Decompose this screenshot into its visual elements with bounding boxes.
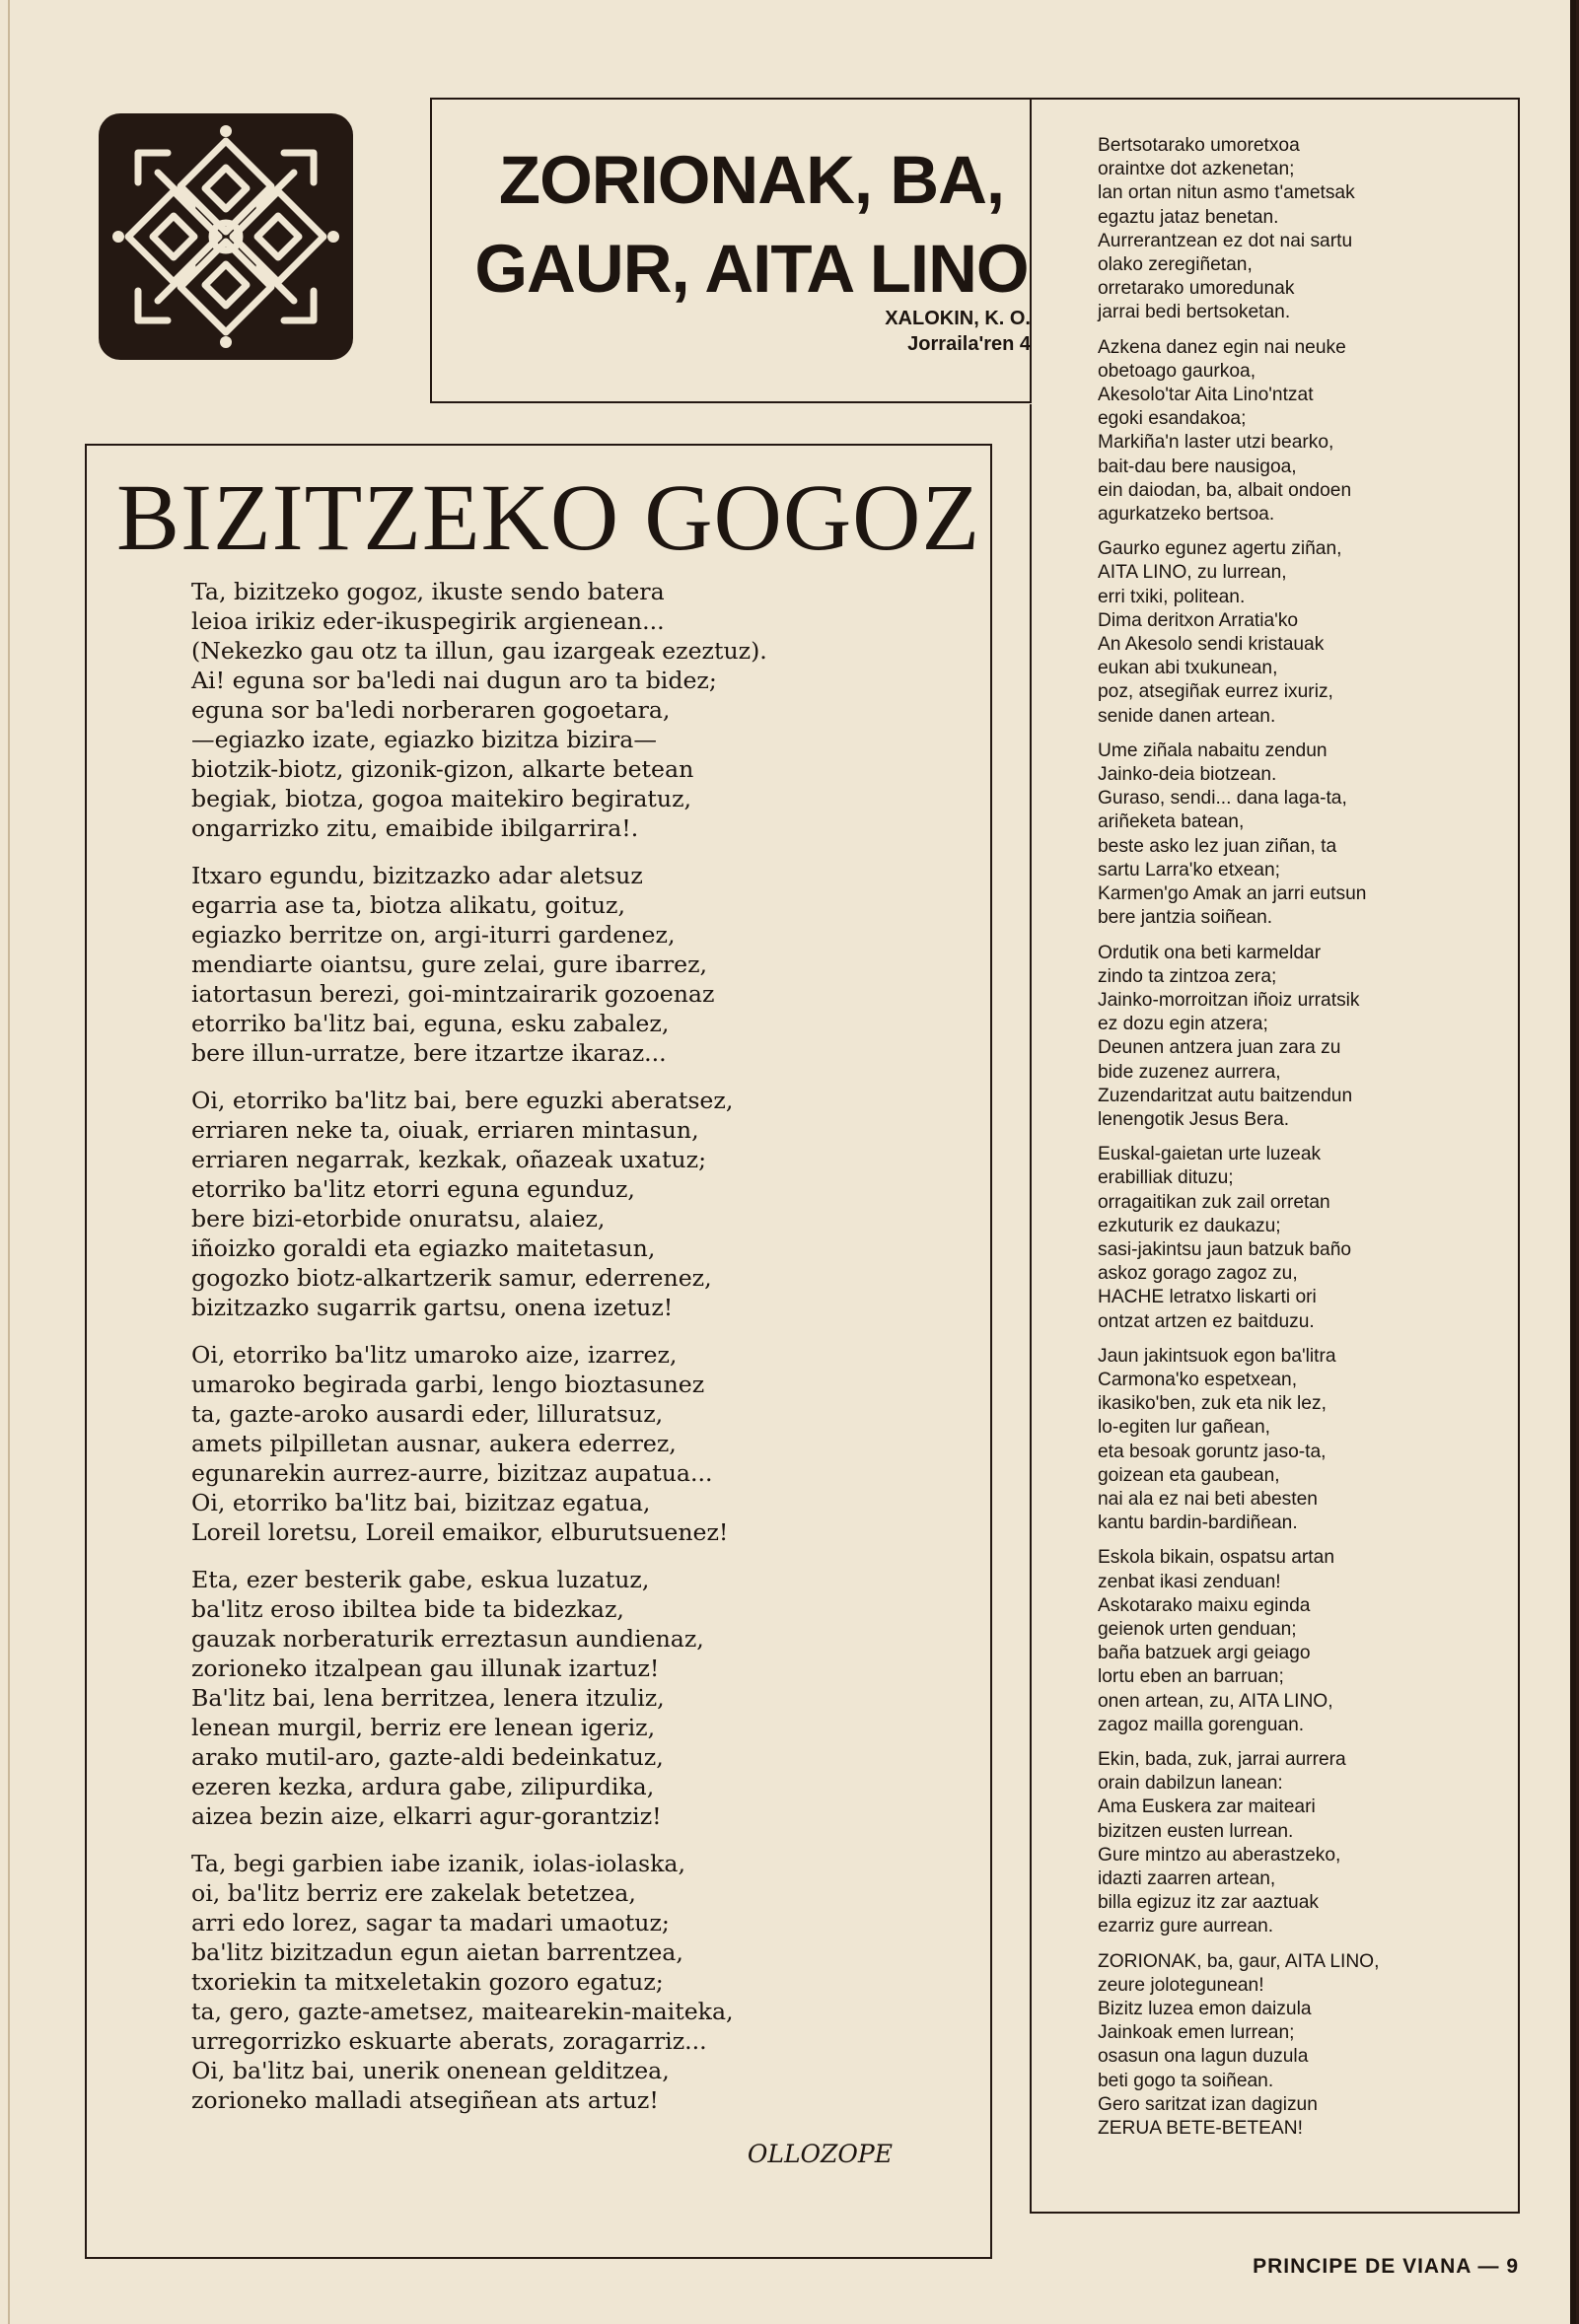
verse-stanza-line: baña batzuek argi geiago bbox=[1098, 1643, 1311, 1664]
poem-title: BIZITZEKO GOGOZ bbox=[116, 464, 981, 570]
poem-stanza-line: Itxaro egundu, bizitzazko adar aletsuz bbox=[191, 862, 643, 889]
verse-stanza-line: ezkuturik ez daukazu; bbox=[1098, 1215, 1281, 1236]
poem-stanza-line: Oi, etorriko ba'litz bai, bere eguzki aberatsez, bbox=[191, 1087, 734, 1114]
title-line-2: GAUR, AITA LINO bbox=[474, 231, 1029, 307]
verse-stanza-line: agurkatzeko bertsoa. bbox=[1098, 504, 1275, 526]
verse-stanza-line: Ume ziñala nabaitu zendun bbox=[1098, 739, 1328, 761]
verse-stanza-line: Ordutik ona beti karmeldar bbox=[1098, 942, 1322, 963]
verse-stanza-line: Gure mintzo au aberastzeko, bbox=[1098, 1844, 1341, 1866]
verse-stanza-line: ez dozu egin atzera; bbox=[1098, 1014, 1268, 1035]
verse-stanza-line: Gaurko egunez agertu ziñan, bbox=[1098, 538, 1342, 560]
verse-stanza-line: ontzat artzen ez baitduzu. bbox=[1098, 1310, 1315, 1332]
verse-stanza-line: bide zuzenez aurrera, bbox=[1098, 1061, 1281, 1083]
verse-stanza-line: Azkena danez egin nai neuke bbox=[1098, 336, 1346, 358]
poem-stanza-line: (Nekezko gau otz ta illun, gau izargeak ezeztuz). bbox=[191, 637, 767, 665]
verse-stanza-line: goizean eta gaubean, bbox=[1098, 1464, 1280, 1486]
poem-stanza-line: Oi, ba'litz bai, unerik onenean gelditzea, bbox=[191, 2057, 670, 2084]
verse-stanza-line: Gero saritzat izan dagizun bbox=[1098, 2093, 1318, 2115]
poem-stanza-line: erriaren negarrak, kezkak, oñazeak uxatuz; bbox=[191, 1146, 707, 1173]
verse-stanza-line: Dima deritxon Arratia'ko bbox=[1098, 609, 1299, 631]
verses-body bbox=[1098, 134, 1502, 2151]
verse-stanza-line: askoz gorago zagoz zu, bbox=[1098, 1263, 1298, 1285]
verse-stanza-line: nai ala ez nai beti abesten bbox=[1098, 1488, 1318, 1510]
poem-stanza-line: Oi, etorriko ba'litz bai, bizitzaz egatua, bbox=[191, 1489, 651, 1516]
verse-stanza-line: ariñeketa batean, bbox=[1098, 811, 1245, 833]
verse-stanza-line: bere jantzia soiñean. bbox=[1098, 907, 1273, 929]
poem-stanza-line: aizea bezin aize, elkarri agur-gorantziz! bbox=[191, 1802, 662, 1830]
verse-stanza bbox=[1098, 1748, 1502, 1939]
verse-stanza-line: ein daiodan, ba, albait ondoen bbox=[1098, 479, 1352, 501]
poem-stanza-line: lenean murgil, berriz ere lenean igeriz, bbox=[191, 1714, 656, 1741]
poem-stanza-line: egunarekin aurrez-aurre, bizitzaz aupatua... bbox=[191, 1459, 713, 1487]
poem-stanza bbox=[191, 861, 970, 1068]
verse-stanza-line: zagoz mailla gorenguan. bbox=[1098, 1714, 1305, 1735]
poem-stanza-line: zorioneko itzalpean gau illunak izartuz! bbox=[191, 1655, 660, 1682]
verse-stanza-line: Euskal-gaietan urte luzeak bbox=[1098, 1144, 1322, 1165]
poem-stanza-line: Eta, ezer besterik gabe, eskua luzatuz, bbox=[191, 1566, 650, 1593]
verse-stanza-line: lan ortan nitun asmo t'ametsak bbox=[1098, 182, 1355, 204]
poem-stanza-line: eguna sor ba'ledi norberaren gogoetara, bbox=[191, 696, 671, 724]
poem-stanza-line: bere bizi-etorbide onuratsu, alaiez, bbox=[191, 1205, 606, 1232]
poem-stanza-line: ongarrizko zitu, emaibide ibilgarrira!. bbox=[191, 814, 639, 842]
page-edge bbox=[8, 0, 10, 2324]
poem-stanza bbox=[191, 1086, 970, 1322]
verse-stanza-line: AITA LINO, zu lurrean, bbox=[1098, 562, 1287, 584]
verses-box-left-rule bbox=[1030, 404, 1032, 2212]
verse-stanza bbox=[1098, 336, 1502, 528]
verse-stanza-line: Karmen'go Amak an jarri eutsun bbox=[1098, 883, 1367, 905]
verse-stanza-line: ikasiko'ben, zuk eta nik lez, bbox=[1098, 1393, 1327, 1415]
poem-stanza-line: erriaren neke ta, oiuak, erriaren mintasun, bbox=[191, 1116, 699, 1144]
verse-stanza-line: geienok urten genduan; bbox=[1098, 1618, 1297, 1640]
poem-stanza-line: umaroko begirada garbi, lengo bioztasunez bbox=[191, 1371, 705, 1398]
title-box-rule bbox=[430, 401, 1030, 403]
poem-stanza-line: leioa irikiz eder-ikuspegirik argienean... bbox=[191, 607, 665, 635]
verse-stanza bbox=[1098, 942, 1502, 1133]
poem-stanza-line: —egiazko izate, egiazko bizitza bizira— bbox=[191, 726, 657, 753]
page-footer: PRINCIPE DE VIANA — 9 bbox=[1253, 2255, 1519, 2278]
verse-stanza-line: ZORIONAK, ba, gaur, AITA LINO, bbox=[1098, 1950, 1380, 1972]
poem-stanza-line: Ta, begi garbien iabe izanik, iolas-iolaska, bbox=[191, 1850, 685, 1877]
verse-stanza-line: bait-dau bere nausigoa, bbox=[1098, 456, 1297, 477]
poem-stanza-line: ba'litz bizitzadun egun aietan barrentzea, bbox=[191, 1938, 683, 1966]
verse-stanza-line: Askotarako maixu eginda bbox=[1098, 1594, 1311, 1616]
poem-stanza-line: bizitzazko sugarrik gartsu, onena izetuz! bbox=[191, 1294, 674, 1321]
verse-stanza-line: ezarriz gure aurrean. bbox=[1098, 1916, 1274, 1937]
byline-source: Jorraila'ren 4 bbox=[907, 333, 1031, 355]
verse-stanza bbox=[1098, 1143, 1502, 1334]
verse-stanza-line: lo-egiten lur gañean, bbox=[1098, 1417, 1270, 1439]
poem-stanza-line: etorriko ba'litz bai, eguna, esku zabalez, bbox=[191, 1010, 670, 1037]
verse-stanza-line: oraintxe dot azkenetan; bbox=[1098, 159, 1295, 180]
poem-stanza-line: egiazko berritze on, argi-iturri gardenez, bbox=[191, 921, 676, 949]
verse-stanza-line: Akesolo'tar Aita Lino'ntzat bbox=[1098, 385, 1314, 406]
verse-stanza-line: Deunen antzera juan zara zu bbox=[1098, 1037, 1341, 1059]
verse-stanza-line: beti gogo ta soiñean. bbox=[1098, 2070, 1274, 2091]
poem-stanza-line: urregorrizko eskuarte aberats, zoragarriz... bbox=[191, 2027, 707, 2055]
verse-stanza-line: poz, atsegiñak eurrez ixuriz, bbox=[1098, 681, 1333, 703]
verse-stanza bbox=[1098, 1950, 1502, 2142]
poem-stanza-line: Oi, etorriko ba'litz umaroko aize, izarrez, bbox=[191, 1341, 678, 1369]
ornament-icon bbox=[99, 113, 353, 360]
poem-stanza-line: ba'litz eroso ibiltea bide ta bidezkaz, bbox=[191, 1595, 624, 1623]
verse-stanza-line: orragaitikan zuk zail orretan bbox=[1098, 1191, 1330, 1213]
poem-stanza-line: amets pilpilletan ausnar, aukera ederrez, bbox=[191, 1430, 677, 1457]
verse-stanza-line: Ekin, bada, zuk, jarrai aurrera bbox=[1098, 1749, 1346, 1770]
verse-stanza bbox=[1098, 1546, 1502, 1737]
verse-stanza-line: An Akesolo sendi kristauak bbox=[1098, 634, 1325, 656]
poem-stanza-line: ezeren kezka, ardura gabe, zilipurdika, bbox=[191, 1773, 655, 1800]
verse-stanza bbox=[1098, 134, 1502, 325]
verse-stanza-line: zenbat ikasi zenduan! bbox=[1098, 1571, 1281, 1592]
verse-stanza-line: orain dabilzun lanean: bbox=[1098, 1773, 1283, 1795]
poem-author: OLLOZOPE bbox=[747, 2140, 893, 2168]
verse-stanza-line: idazti zaarren artean, bbox=[1098, 1868, 1276, 1890]
poem-stanza-line: iatortasun berezi, goi-mintzairarik gozoenaz bbox=[191, 980, 715, 1008]
poem-stanza-line: egarria ase ta, biotza alikatu, goituz, bbox=[191, 891, 625, 919]
title-line-1: ZORIONAK, BA, bbox=[498, 142, 1005, 218]
verse-stanza-line: erri txiki, politean. bbox=[1098, 586, 1246, 607]
poem-stanza-line: gogozko biotz-alkartzerik samur, ederrenez, bbox=[191, 1264, 712, 1292]
poem-stanza-line: mendiarte oiantsu, gure zelai, gure ibarrez, bbox=[191, 951, 708, 978]
verse-stanza-line: obetoago gaurkoa, bbox=[1098, 360, 1256, 382]
verse-stanza-line: Markiña'n laster utzi bearko, bbox=[1098, 432, 1334, 454]
poem-stanza bbox=[191, 1340, 970, 1547]
poem-stanza bbox=[191, 1849, 970, 2115]
verse-stanza-line: bizitzen eusten lurrean. bbox=[1098, 1820, 1294, 1842]
verse-stanza-line: HACHE letratxo liskarti ori bbox=[1098, 1287, 1317, 1308]
verse-stanza-line: Bertsotarako umoretxoa bbox=[1098, 135, 1300, 156]
verse-stanza-line: sartu Larra'ko etxean; bbox=[1098, 859, 1280, 880]
verse-stanza-line: egoki esandakoa; bbox=[1098, 408, 1247, 430]
verse-stanza bbox=[1098, 739, 1502, 931]
verse-stanza-line: olako zeregiñetan, bbox=[1098, 254, 1253, 276]
poem-stanza-line: oi, ba'litz berriz ere zakelak betetzea, bbox=[191, 1879, 636, 1907]
poem-stanza-line: ta, gazte-aroko ausardi eder, lilluratsuz, bbox=[191, 1400, 664, 1428]
poem-stanza-line: Ta, bizitzeko gogoz, ikuste sendo batera bbox=[191, 578, 665, 605]
poem-stanza bbox=[191, 1565, 970, 1831]
poem-stanza-line: Ba'litz bai, lena berritzea, lenera itzuliz, bbox=[191, 1684, 665, 1712]
poem-stanza-line: begiak, biotza, gogoa maitekiro begiratuz, bbox=[191, 785, 692, 812]
zorionak-title bbox=[466, 136, 1038, 314]
verse-stanza-line: onen artean, zu, AITA LINO, bbox=[1098, 1690, 1333, 1712]
verse-stanza-line: Aurrerantzean ez dot nai sartu bbox=[1098, 230, 1353, 251]
poem-stanza-line: Ai! eguna sor ba'ledi nai dugun aro ta bidez; bbox=[191, 667, 717, 694]
verse-stanza-line: Jaun jakintsuok egon ba'litra bbox=[1098, 1345, 1336, 1367]
poem-stanza-line: biotzik-biotz, gizonik-gizon, alkarte betean bbox=[191, 755, 694, 783]
verse-stanza-line: osasun ona lagun duzula bbox=[1098, 2046, 1309, 2068]
verse-stanza-line: Jainkoak emen lurrean; bbox=[1098, 2022, 1295, 2044]
verse-stanza-line: lenengotik Jesus Bera. bbox=[1098, 1108, 1290, 1130]
poem-stanza-line: ta, gero, gazte-ametsez, maitearekin-maiteka, bbox=[191, 1998, 734, 2025]
verse-stanza-line: senide danen artean. bbox=[1098, 705, 1276, 727]
verse-stanza bbox=[1098, 1345, 1502, 1536]
poem-stanza-line: Loreil loretsu, Loreil emaikor, elburutsuenez! bbox=[191, 1518, 729, 1546]
verse-stanza-line: Zuzendaritzat autu baitzendun bbox=[1098, 1085, 1353, 1106]
verse-stanza-line: Ama Euskera zar maiteari bbox=[1098, 1796, 1316, 1818]
verse-stanza-line: Jainko-deia biotzean. bbox=[1098, 764, 1277, 786]
poem-stanza bbox=[191, 577, 970, 843]
poem-stanza-line: etorriko ba'litz etorri eguna egunduz, bbox=[191, 1175, 635, 1203]
verse-stanza-line: beste asko lez juan ziñan, ta bbox=[1098, 835, 1337, 857]
poem-stanza-line: txoriekin ta mitxeletakin gozoro egatuz; bbox=[191, 1968, 664, 1996]
verse-stanza-line: lortu eben an barruan; bbox=[1098, 1666, 1284, 1688]
ornament-emblem bbox=[99, 113, 353, 360]
verse-stanza-line: Guraso, sendi... dana laga-ta, bbox=[1098, 788, 1347, 810]
verse-stanza-line: sasi-jakintsu jaun batzuk baño bbox=[1098, 1238, 1352, 1260]
byline-author: XALOKIN, K. O. bbox=[885, 308, 1031, 329]
verse-stanza-line: egaztu jataz benetan. bbox=[1098, 206, 1279, 228]
verse-stanza-line: jarrai bedi bertsoketan. bbox=[1098, 302, 1291, 323]
poem-body bbox=[191, 577, 970, 2133]
poem-stanza-line: zorioneko malladi atsegiñean ats artuz! bbox=[191, 2086, 659, 2114]
poem-stanza-line: iñoizko goraldi eta egiazko maitetasun, bbox=[191, 1234, 656, 1262]
verse-stanza-line: zindo ta zintzoa zera; bbox=[1098, 965, 1277, 987]
verse-stanza-line: kantu bardin-bardiñean. bbox=[1098, 1513, 1298, 1534]
verse-stanza-line: Jainko-morroitzan iñoiz urratsik bbox=[1098, 989, 1360, 1011]
poem-stanza-line: arri edo lorez, sagar ta madari umaotuz; bbox=[191, 1909, 670, 1937]
verse-stanza-line: Carmona'ko espetxean, bbox=[1098, 1369, 1298, 1390]
verse-stanza-line: eta besoak goruntz jaso-ta, bbox=[1098, 1441, 1327, 1462]
byline bbox=[750, 306, 1031, 357]
verse-stanza-line: zeure jolotegunean! bbox=[1098, 1974, 1264, 1996]
verse-stanza-line: Eskola bikain, ospatsu artan bbox=[1098, 1547, 1334, 1569]
verse-stanza-line: erabilliak dituzu; bbox=[1098, 1167, 1234, 1189]
verse-stanza-line: Bizitz luzea emon daizula bbox=[1098, 1999, 1312, 2020]
verse-stanza-line: eukan abi txukunean, bbox=[1098, 658, 1278, 679]
poem-stanza-line: gauzak norberaturik erreztasun aundienaz, bbox=[191, 1625, 704, 1653]
poem-stanza-line: arako mutil-aro, gazte-aldi bedeinkatuz, bbox=[191, 1743, 664, 1771]
verse-stanza bbox=[1098, 537, 1502, 729]
verse-stanza-line: ZERUA BETE-BETEAN! bbox=[1098, 2118, 1303, 2140]
verse-stanza-line: orretarako umoredunak bbox=[1098, 278, 1295, 300]
verse-stanza-line: billa egizuz itz zar aaztuak bbox=[1098, 1892, 1319, 1914]
poem-stanza-line: bere illun-urratze, bere itzartze ikaraz... bbox=[191, 1039, 667, 1067]
